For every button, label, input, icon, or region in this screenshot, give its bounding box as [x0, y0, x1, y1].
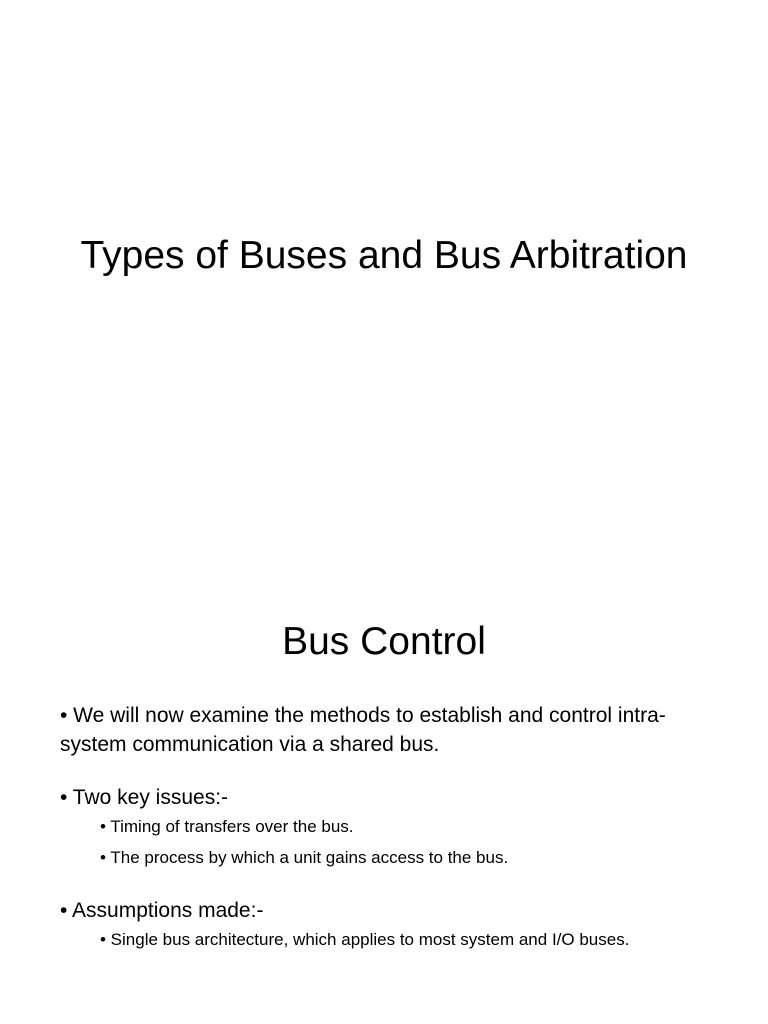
- bullet-assumptions: • Assumptions made:-: [60, 899, 264, 922]
- bullet-key-issues: • Two key issues:-: [60, 786, 229, 809]
- title-slide-heading: Types of Buses and Bus Arbitration: [80, 234, 688, 277]
- sub-bullet-access: • The process by which a unit gains access to the bus.: [100, 848, 509, 867]
- slide-body: [60, 701, 705, 951]
- bullet-intro: • We will now examine the methods to establish and control intra-system communication via a shared bus.: [60, 704, 666, 756]
- sub-bullet-timing: • Timing of transfers over the bus.: [100, 817, 354, 836]
- bus-control-heading: Bus Control: [282, 620, 486, 663]
- sub-bullet-single-bus: • Single bus architecture, which applies to most system and I/O buses.: [100, 930, 630, 949]
- bus-control-slide: [0, 576, 768, 1024]
